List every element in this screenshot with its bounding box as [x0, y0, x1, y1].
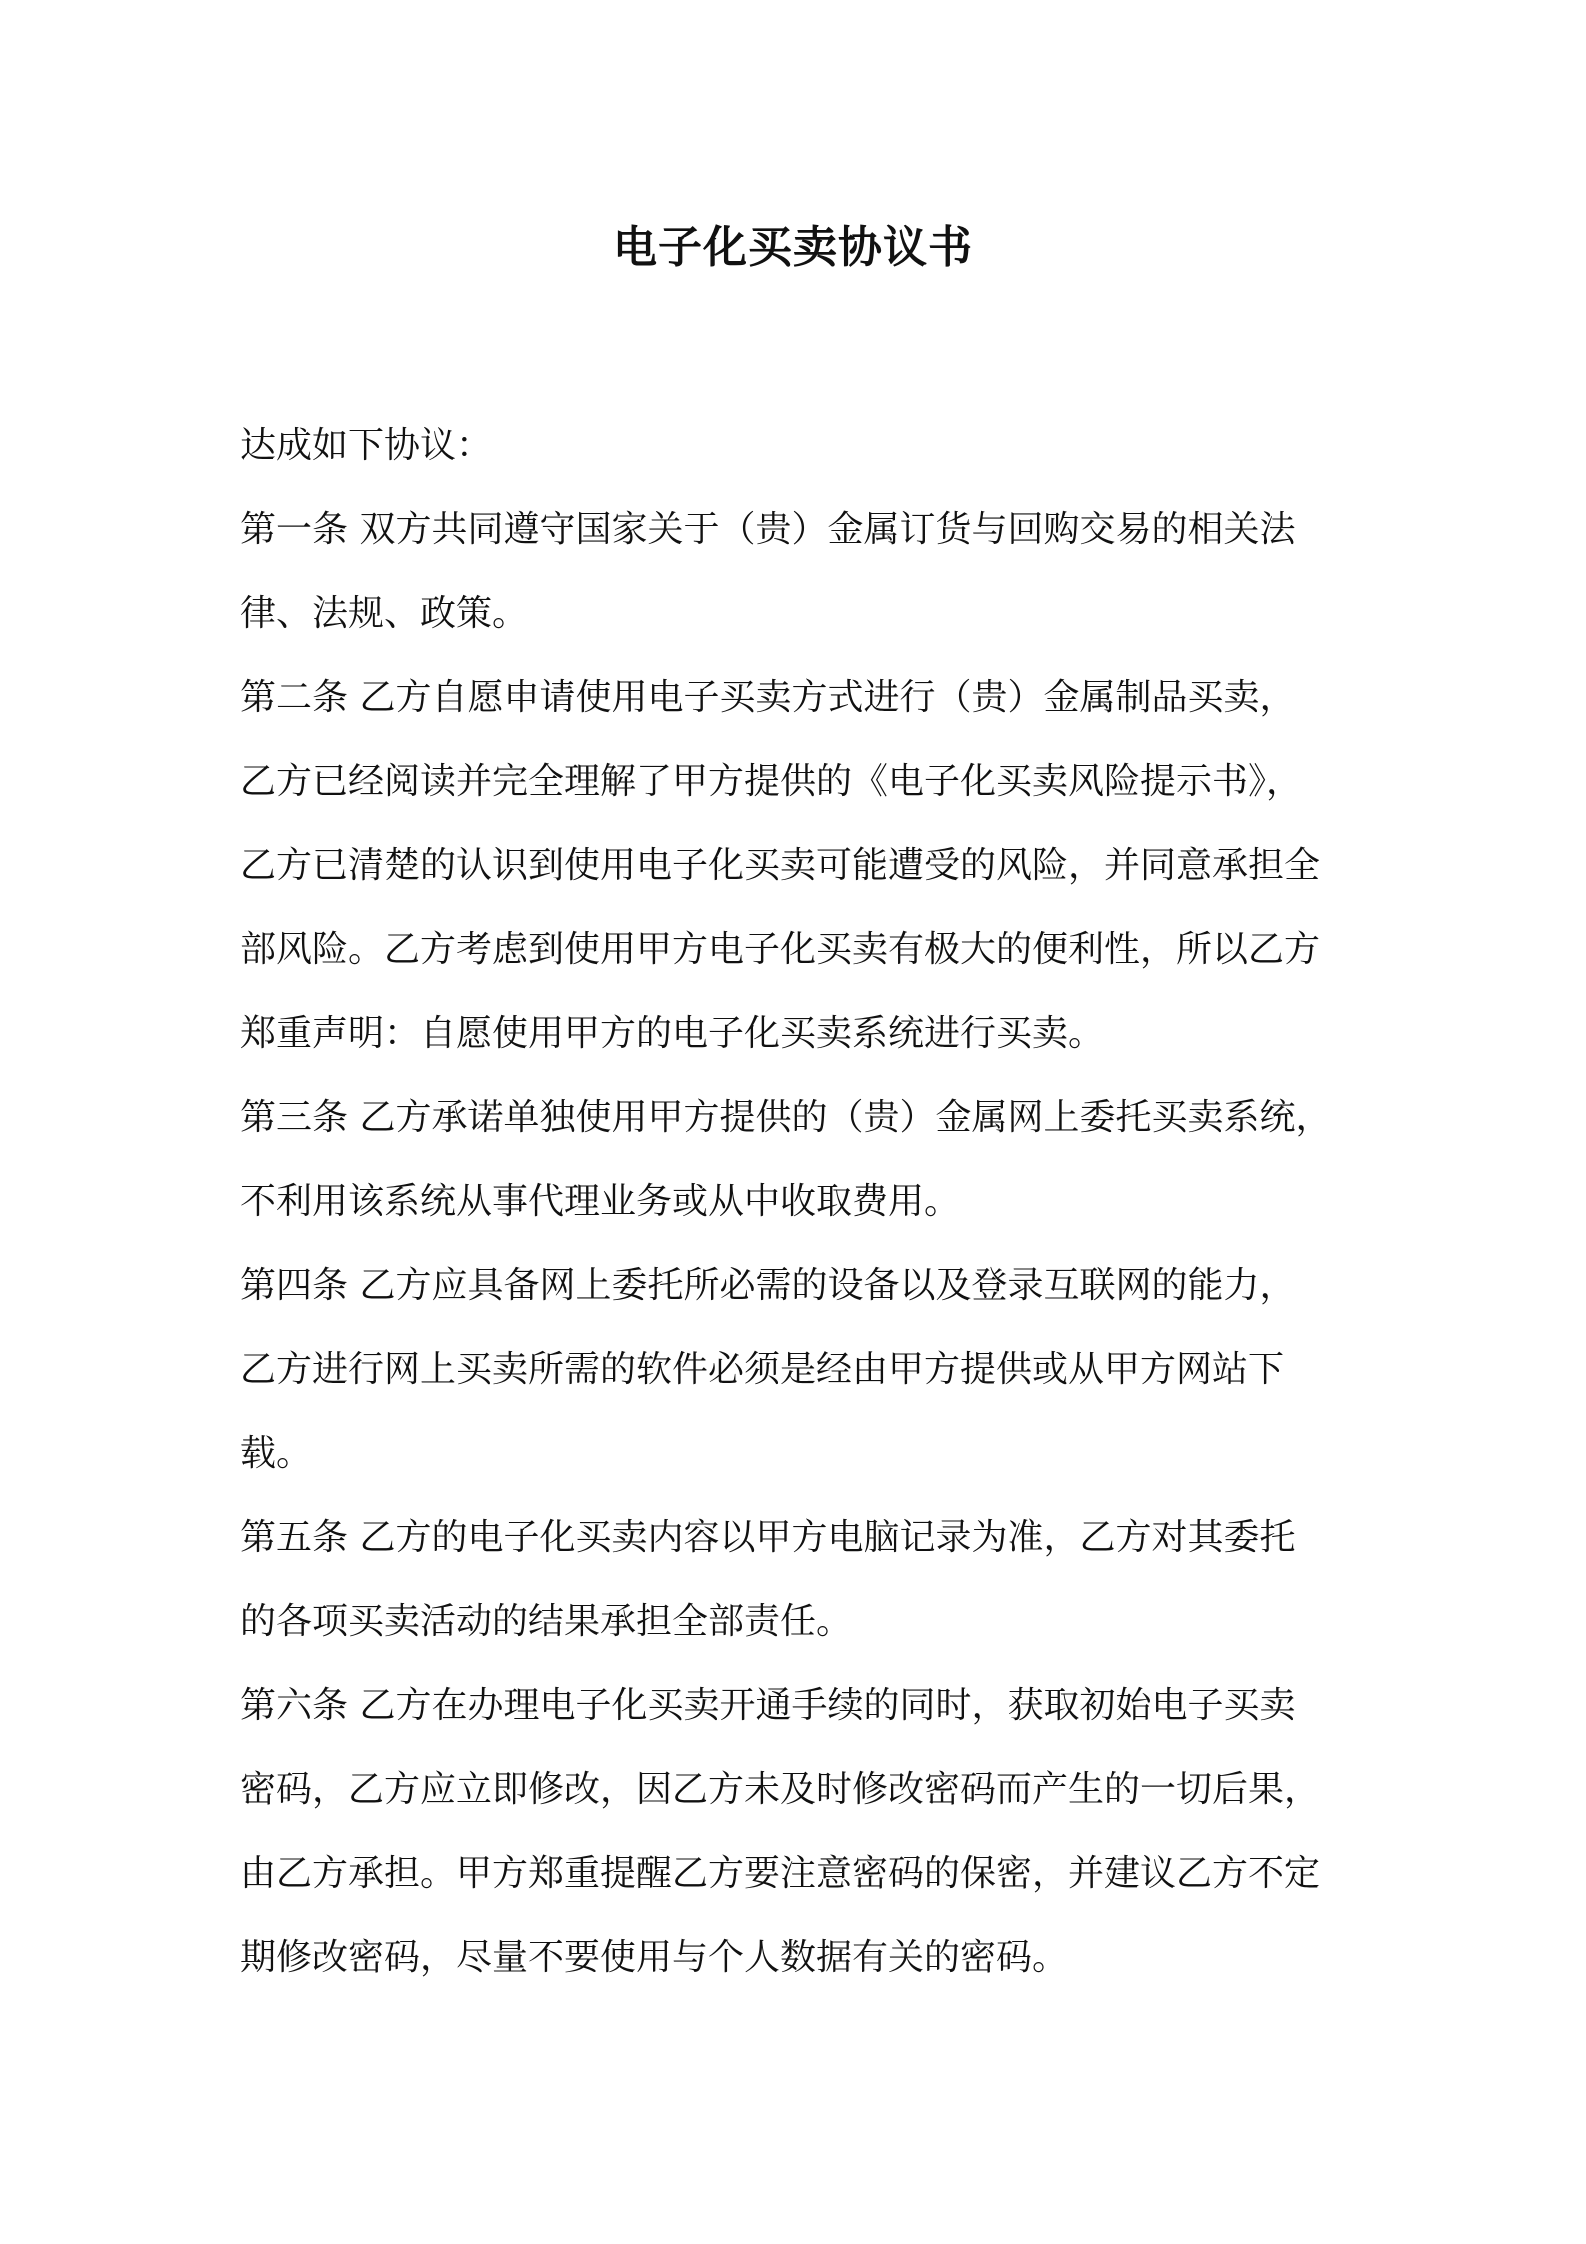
text-line: 第五条 乙方的电子化买卖内容以甲方电脑记录为准，乙方对其委托 — [240, 1517, 1296, 1558]
text-line: 由乙方承担。甲方郑重提醒乙方要注意密码的保密，并建议乙方不定 — [240, 1853, 1321, 1894]
text-line: 密码，乙方应立即修改，因乙方未及时修改密码而产生的一切后果， — [240, 1769, 1321, 1810]
text-line: 乙方已清楚的认识到使用电子化买卖可能遭受的风险，并同意承担全 — [240, 845, 1321, 886]
text-line: 乙方已经阅读并完全理解了甲方提供的《电子化买卖风险提示书》， — [240, 761, 1303, 802]
text-line: 郑重声明：自愿使用甲方的电子化买卖系统进行买卖。 — [240, 1013, 1105, 1054]
document-body — [240, 404, 1360, 2000]
text-line: 乙方进行网上买卖所需的软件必须是经由甲方提供或从甲方网站下 — [240, 1349, 1285, 1390]
document-title: 电子化买卖协议书 — [613, 222, 973, 273]
text-line: 的各项买卖活动的结果承担全部责任。 — [240, 1601, 853, 1642]
text-line: 律、法规、政策。 — [240, 593, 529, 634]
text-line: 第二条 乙方自愿申请使用电子买卖方式进行（贵）金属制品买卖， — [240, 677, 1296, 718]
text-line: 第三条 乙方承诺单独使用甲方提供的（贵）金属网上委托买卖系统， — [240, 1097, 1332, 1138]
text-line: 第六条 乙方在办理电子化买卖开通手续的同时，获取初始电子买卖 — [240, 1685, 1296, 1726]
text-line: 载。 — [240, 1433, 313, 1474]
text-line: 达成如下协议： — [240, 425, 493, 466]
text-line: 期修改密码，尽量不要使用与个人数据有关的密码。 — [240, 1937, 1069, 1978]
text-line: 部风险。乙方考虑到使用甲方电子化买卖有极大的便利性，所以乙方 — [240, 929, 1321, 970]
text-line: 不利用该系统从事代理业务或从中收取费用。 — [240, 1181, 961, 1222]
text-line: 第一条 双方共同遵守国家关于（贵）金属订货与回购交易的相关法 — [240, 509, 1296, 550]
text-line: 第四条 乙方应具备网上委托所必需的设备以及登录互联网的能力， — [240, 1265, 1296, 1306]
